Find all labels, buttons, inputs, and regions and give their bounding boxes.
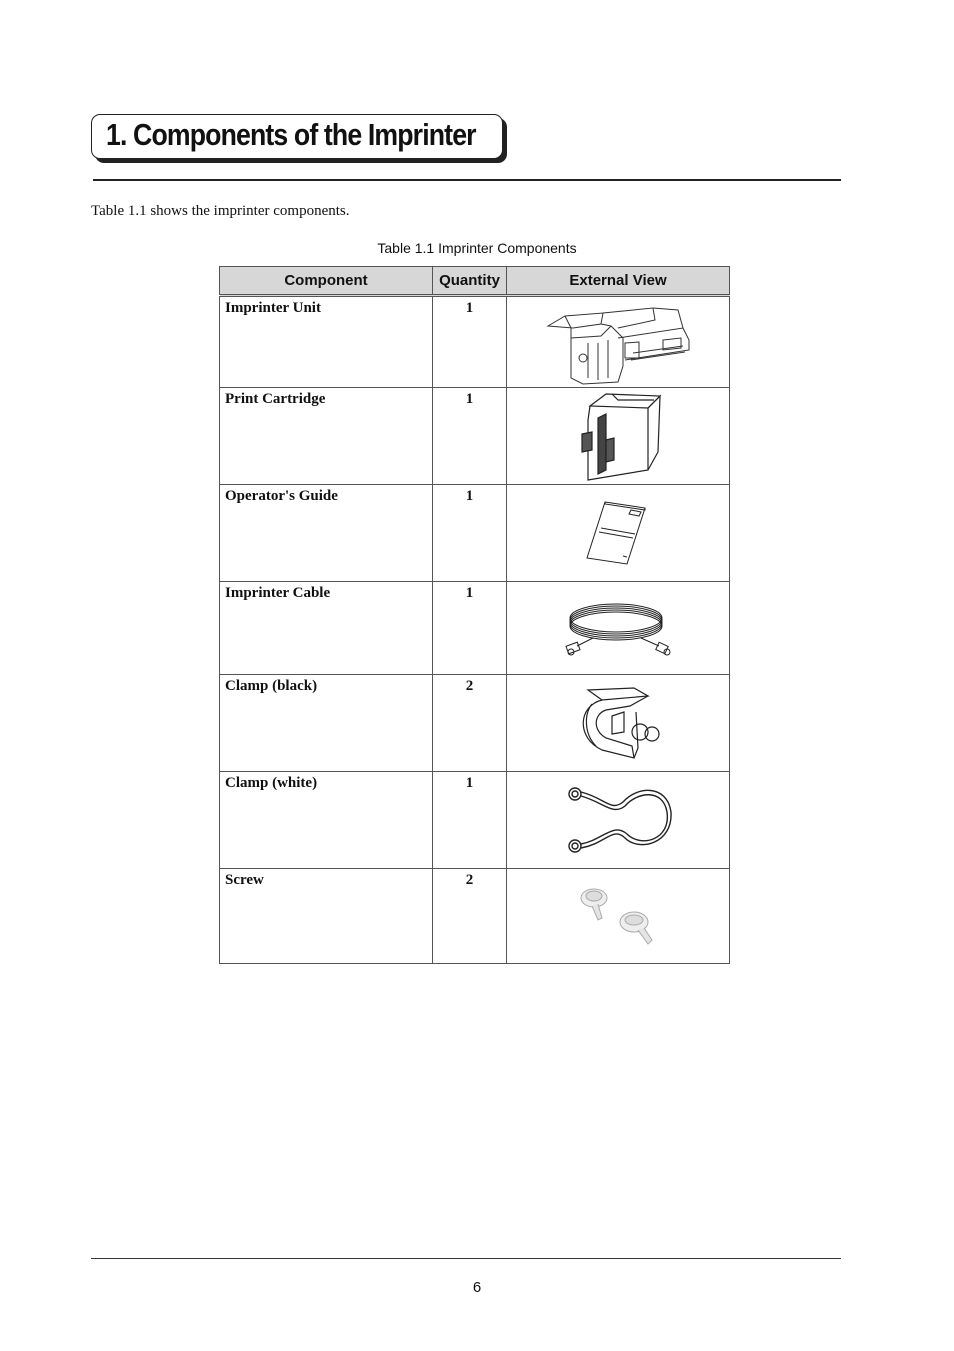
component-quantity: 2 <box>433 675 507 772</box>
table-row <box>220 296 730 388</box>
table-row <box>220 485 730 582</box>
footer-rule <box>91 1258 841 1259</box>
component-quantity: 1 <box>433 772 507 869</box>
clamp-white-illustration <box>563 782 673 858</box>
component-quantity: 1 <box>433 582 507 675</box>
table-row <box>220 388 730 485</box>
table-header-row <box>220 267 730 296</box>
component-name: Operator's Guide <box>220 485 433 582</box>
table-row <box>220 582 730 675</box>
component-quantity: 2 <box>433 869 507 964</box>
component-name: Screw <box>220 869 433 964</box>
clamp-black-illustration <box>572 682 664 764</box>
component-quantity: 1 <box>433 388 507 485</box>
components-table <box>219 266 730 964</box>
component-quantity: 1 <box>433 485 507 582</box>
imprinter-unit-illustration <box>543 298 693 386</box>
header-component: Component <box>220 267 433 296</box>
print-cartridge-illustration <box>568 390 668 482</box>
page-number: 6 <box>472 1279 482 1296</box>
table-row <box>220 869 730 964</box>
table-caption: Table 1.1 Imprinter Components <box>377 240 577 256</box>
imprinter-cable-illustration <box>563 596 673 660</box>
component-name: Imprinter Unit <box>220 296 433 388</box>
table-row <box>220 675 730 772</box>
screw-illustration <box>578 884 658 948</box>
table-row <box>220 772 730 869</box>
header-external-view: External View <box>507 267 730 296</box>
component-name: Print Cartridge <box>220 388 433 485</box>
operators-guide-illustration <box>583 498 653 568</box>
section-title-box <box>91 114 503 159</box>
title-rule <box>93 179 841 181</box>
intro-text: Table 1.1 shows the imprinter components. <box>91 203 350 219</box>
component-name: Imprinter Cable <box>220 582 433 675</box>
component-name: Clamp (black) <box>220 675 433 772</box>
component-name: Clamp (white) <box>220 772 433 869</box>
section-title: 1. Components of the Imprinter <box>106 117 476 152</box>
header-quantity: Quantity <box>433 267 507 296</box>
component-quantity: 1 <box>433 296 507 388</box>
